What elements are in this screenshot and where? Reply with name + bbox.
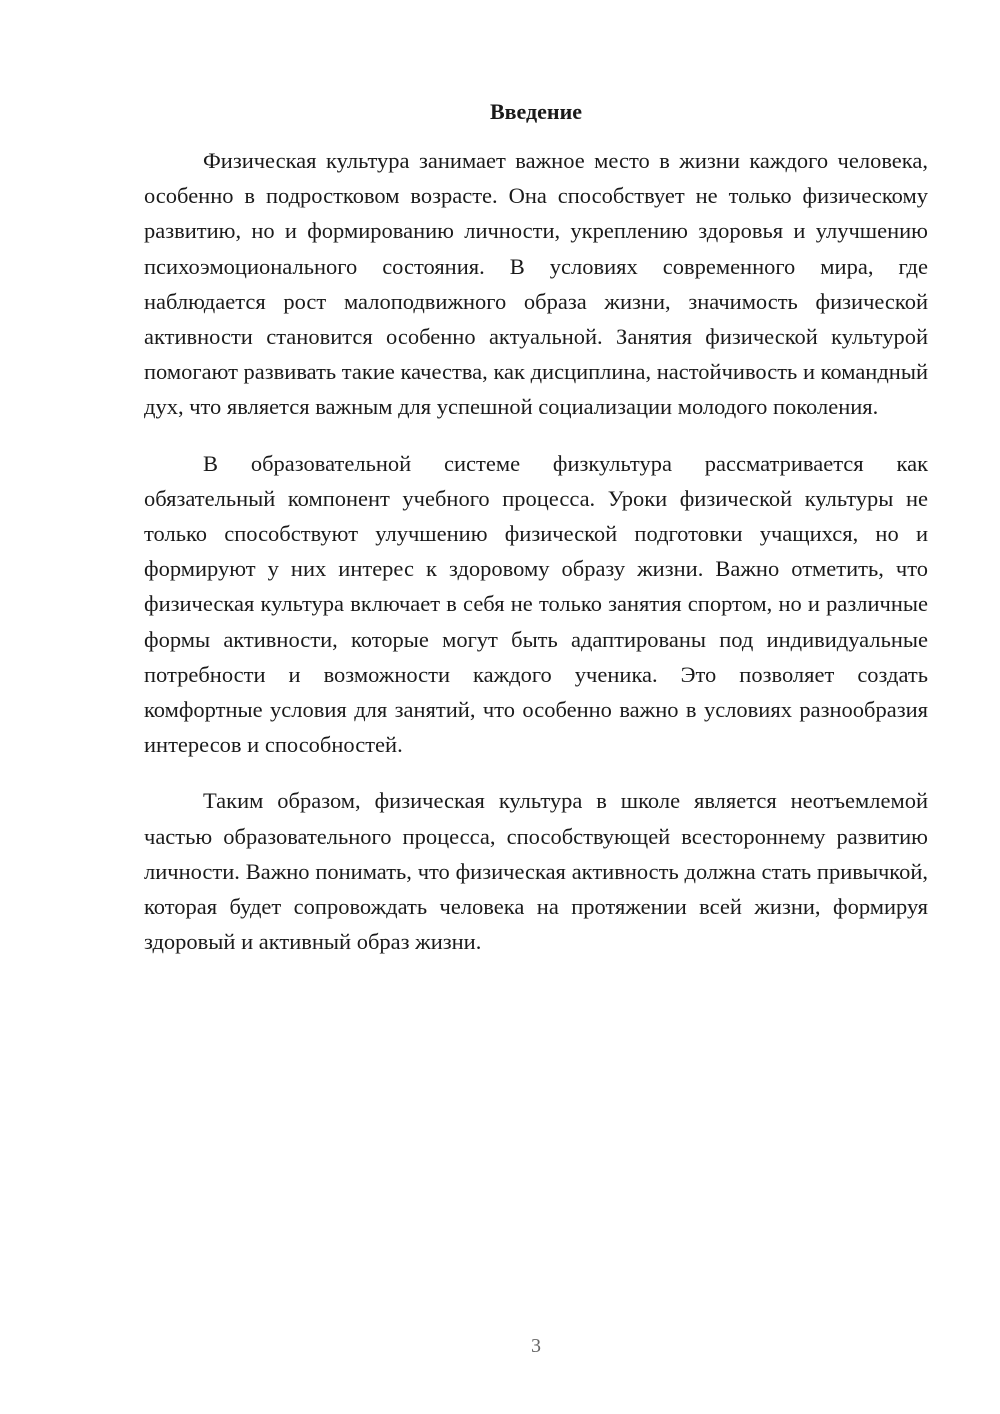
body-text [144, 143, 928, 959]
section-title: Введение [489, 99, 583, 124]
paragraph-3: Таким образом, физическая культура в школе является неотъемлемой частью образовательного процесса, способствующей всестороннему развитию личности. Важно понимать, что физическая активность должна стать привычкой, которая будет сопровождать человека на протяжении всей жизни, формируя здоровый и активный образ жизни. [144, 788, 928, 955]
paragraph-2: В образовательной системе физкультура рассматривается как обязательный компонент учебного процесса. Уроки физической культуры не только способствуют улучшению физической подготовки учащихся, но и формируют у них интерес к здоровому образу жизни. Важно отметить, что физическая культура включает в себя не только занятия спортом, но и различные формы активности, которые могут быть адаптированы под индивидуальные потребности и возможности каждого ученика. Это позволяет создать комфортные условия для занятий, что особенно важно в условиях разнообразия интересов и способностей. [144, 450, 928, 758]
page-number: 3 [531, 1335, 541, 1357]
paragraph-1: Физическая культура занимает важное место в жизни каждого человека, особенно в подростковом возрасте. Она способствует не только физическому развитию, но и формированию личности, укреплению здоровья и улучшению психоэмоционального состояния. В условиях современного мира, где наблюдается рост малоподвижного образа жизни, значимость физической активности становится особенно актуальной. Занятия физической культурой помогают развивать такие качества, как дисциплина, настойчивость и командный дух, что является важным для успешной социализации молодого поколения. [144, 148, 928, 420]
